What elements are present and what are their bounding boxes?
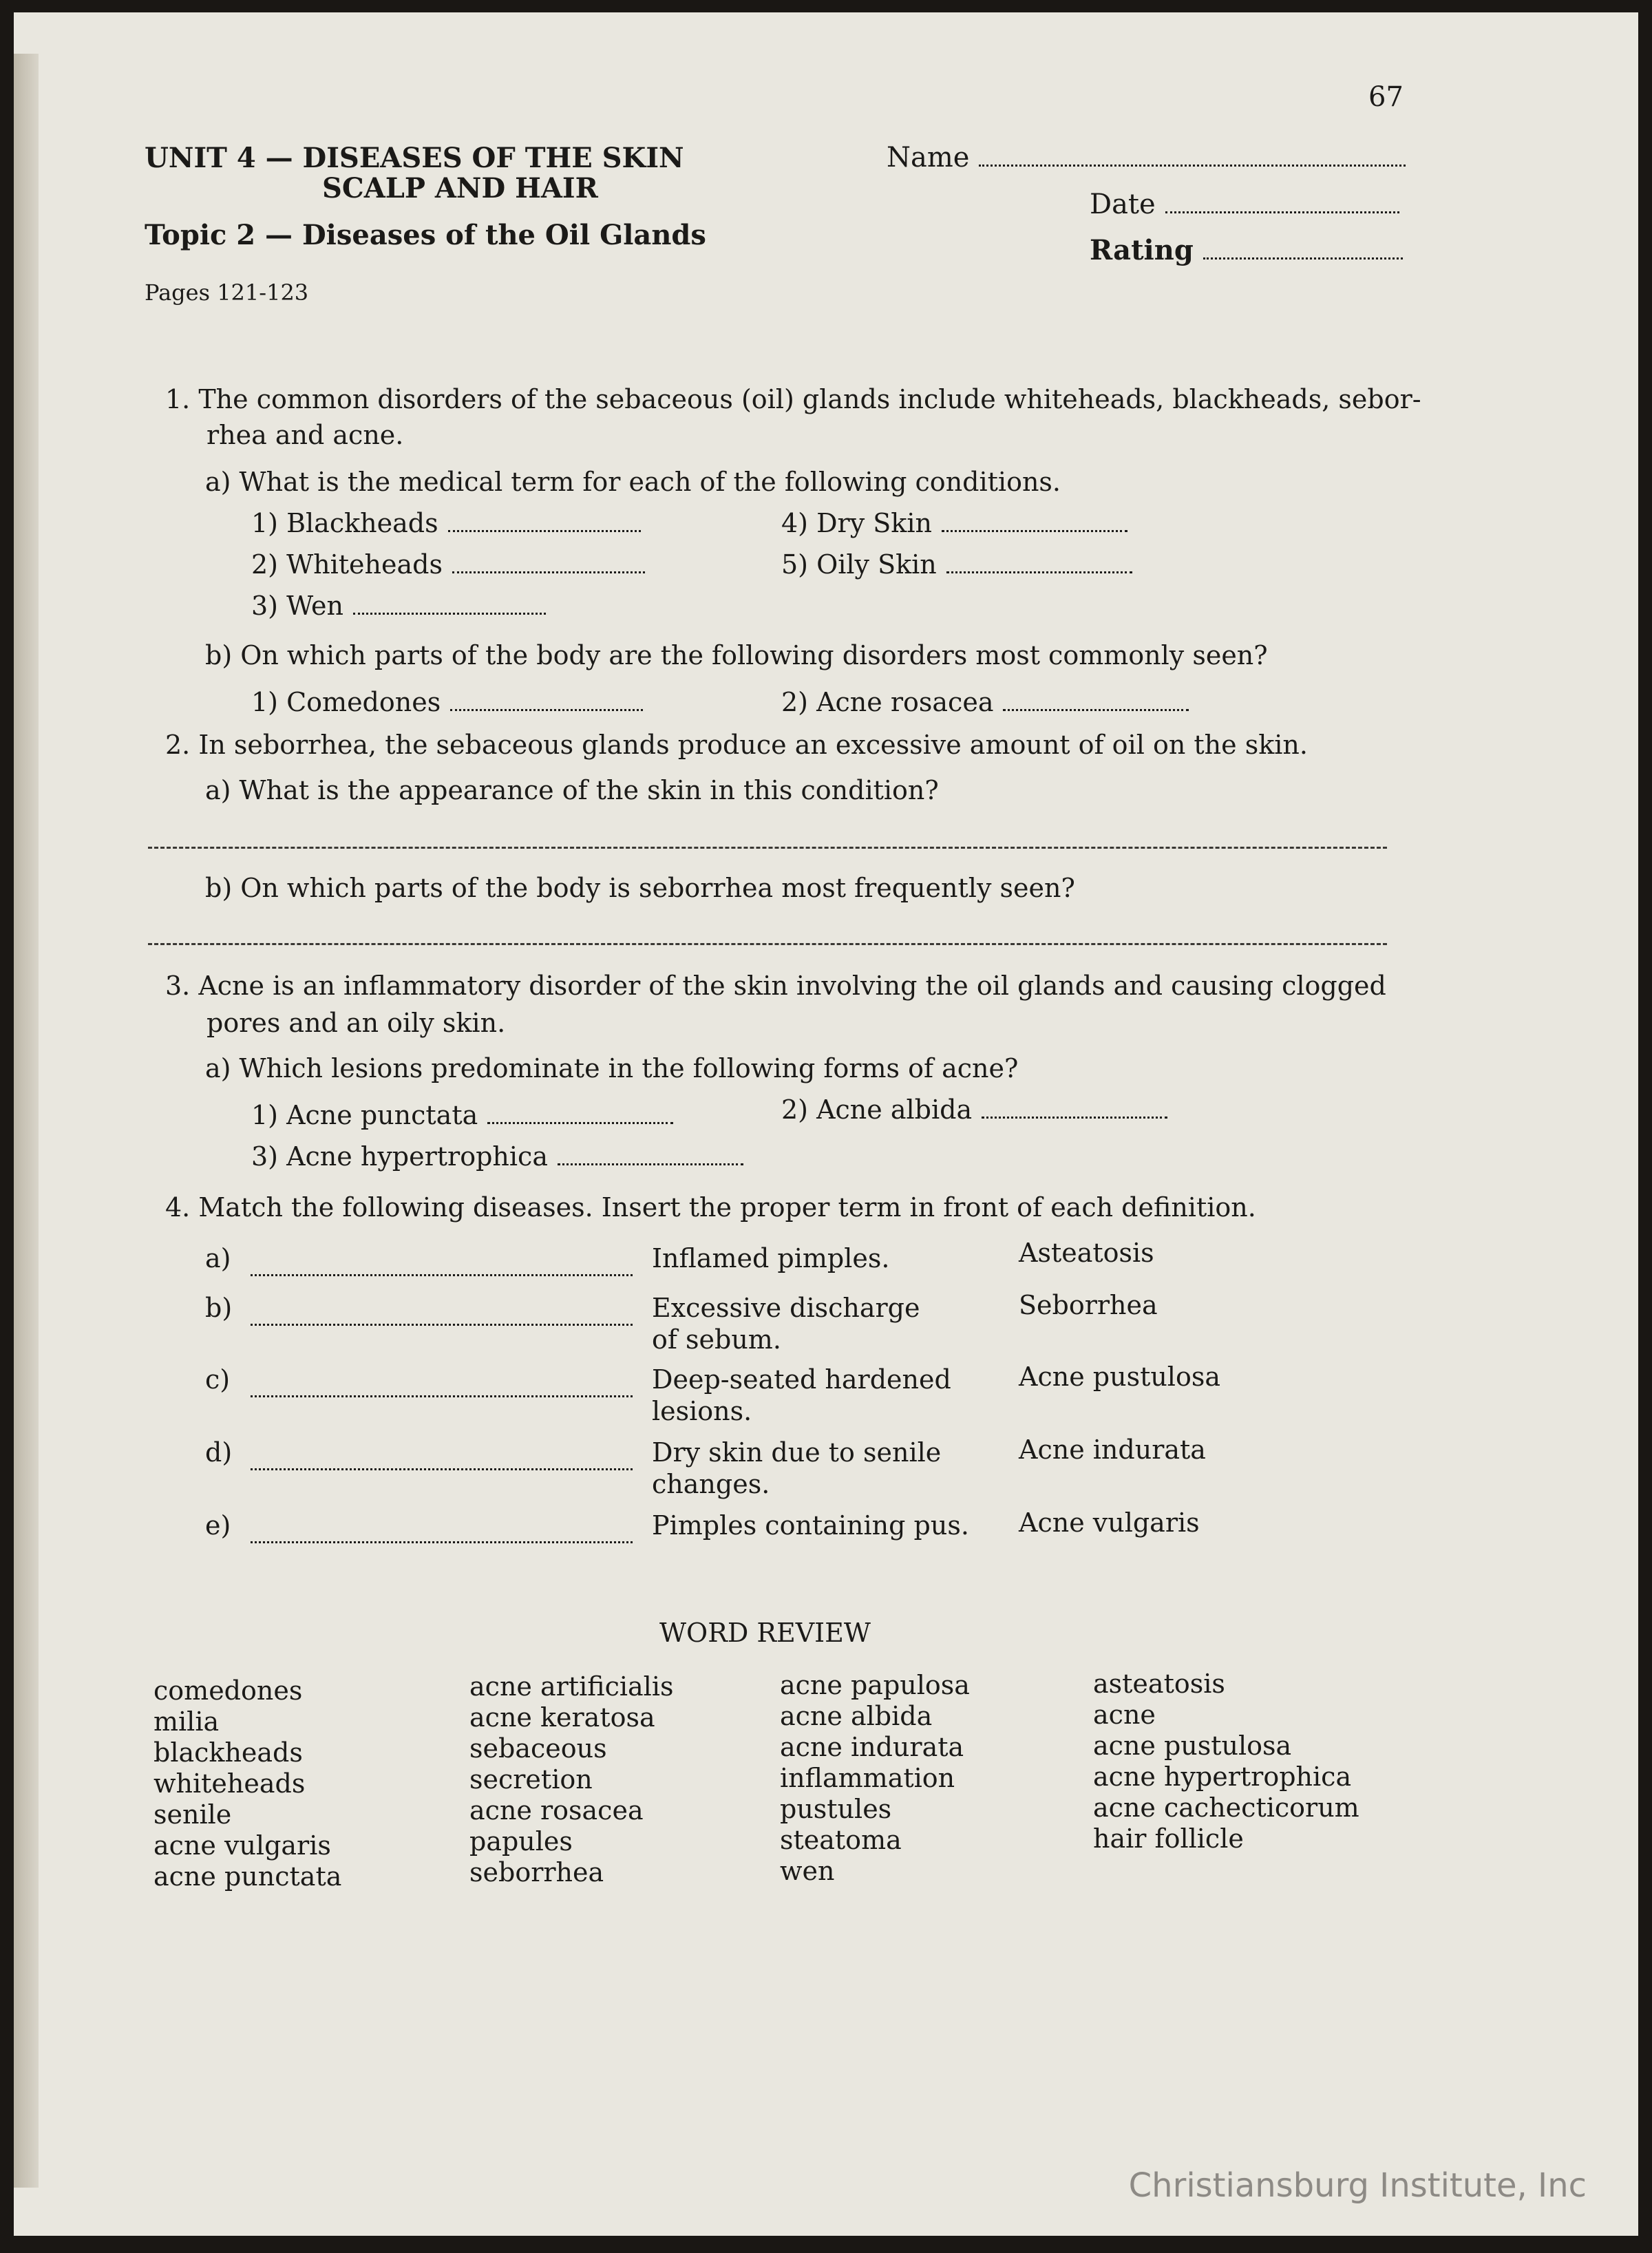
q1-a-item-1[interactable]: 1) Blackheads: [251, 508, 641, 538]
word-review-term: acne rosacea: [469, 1795, 644, 1826]
word-review-term: acne indurata: [780, 1732, 964, 1762]
word-review-term: acne albida: [780, 1701, 933, 1731]
page-number: 67: [1368, 81, 1404, 113]
worksheet-page: [14, 12, 1638, 2236]
name-label: Name: [887, 142, 970, 173]
word-review-term: acne punctata: [153, 1861, 342, 1892]
q4-row-term: Acne indurata: [1019, 1435, 1206, 1465]
q1-a-item-5[interactable]: 5) Oily Skin: [781, 549, 1132, 580]
q1-line2: rhea and acne.: [206, 420, 404, 450]
q1-a-item-3[interactable]: 3) Wen: [251, 591, 546, 621]
q1-a-item-4[interactable]: 4) Dry Skin: [781, 508, 1127, 538]
topic-title: Topic 2 — Diseases of the Oil Glands: [145, 219, 706, 251]
word-review-term: asteatosis: [1093, 1669, 1225, 1699]
q2-b-prompt: b) On which parts of the body is seborrhea most frequently seen?: [205, 873, 1075, 903]
word-review-term: acne artificialis: [469, 1671, 674, 1702]
q1-line1: 1. The common disorders of the sebaceous (oil) glands include whiteheads, blackheads, sebor-: [165, 384, 1421, 414]
q2-a-answer-line[interactable]: [148, 847, 1387, 849]
q4-row-blank[interactable]: [251, 1468, 633, 1470]
q4-row-blank[interactable]: [251, 1395, 633, 1397]
q3-line1: 3. Acne is an inflammatory disorder of the skin involving the oil glands and causing clogged: [165, 971, 1386, 1001]
q3-item-2[interactable]: 2) Acne albida: [781, 1094, 1167, 1125]
q3-a-prompt: a) Which lesions predominate in the following forms of acne?: [205, 1053, 1019, 1083]
word-review-term: acne cachecticorum: [1093, 1792, 1359, 1823]
word-review-term: wen: [780, 1856, 835, 1886]
watermark-text: Christiansburg Institute, Inc: [1128, 2166, 1587, 2205]
name-field[interactable]: [887, 142, 1406, 173]
q1-b-item-2[interactable]: 2) Acne rosacea: [781, 687, 1189, 717]
q1-b-item-1[interactable]: 1) Comedones: [251, 687, 643, 717]
word-review-col-1: [153, 1675, 341, 1892]
q4-row-definition-cont: of sebum.: [652, 1324, 781, 1355]
word-review-title: WORD REVIEW: [659, 1618, 871, 1648]
q3-item-3[interactable]: 3) Acne hypertrophica: [251, 1141, 743, 1172]
q4-row-blank[interactable]: [251, 1541, 633, 1543]
q3-item-1[interactable]: 1) Acne punctata: [251, 1100, 673, 1130]
q4-row-term: Asteatosis: [1019, 1238, 1154, 1268]
word-review-term: whiteheads: [153, 1768, 306, 1799]
q1-a-prompt: a) What is the medical term for each of the following conditions.: [205, 467, 1061, 497]
word-review-term: papules: [469, 1826, 573, 1857]
q4-row-definition: Dry skin due to senile: [652, 1437, 942, 1468]
q4-row-definition: Inflamed pimples.: [652, 1243, 890, 1273]
word-review-col-4: [1093, 1669, 1359, 1854]
word-review-term: acne vulgaris: [153, 1830, 331, 1861]
q4-row-letter: e): [205, 1510, 231, 1541]
word-review-col-2: [469, 1671, 673, 1888]
q4-row-blank[interactable]: [251, 1273, 633, 1276]
page-spine-shadow: [14, 54, 39, 2188]
q4-row-term: Seborrhea: [1019, 1290, 1158, 1320]
rating-field[interactable]: [1090, 234, 1403, 266]
date-field[interactable]: [1090, 189, 1399, 220]
q1-b-prompt: b) On which parts of the body are the following disorders most commonly seen?: [205, 640, 1268, 670]
q4-row-definition: Deep-seated hardened: [652, 1364, 951, 1395]
q4-row-definition-cont: changes.: [652, 1469, 770, 1499]
q1-a-item-2[interactable]: 2) Whiteheads: [251, 549, 645, 580]
q4-row-letter: c): [205, 1364, 231, 1395]
q3-line2: pores and an oily skin.: [206, 1008, 506, 1038]
q4-row-letter: a): [205, 1243, 231, 1273]
word-review-term: inflammation: [780, 1763, 955, 1793]
unit-title-line1: UNIT 4 — DISEASES OF THE SKIN: [145, 142, 684, 174]
q2-a-prompt: a) What is the appearance of the skin in this condition?: [205, 775, 939, 805]
q2-line1: 2. In seborrhea, the sebaceous glands produce an excessive amount of oil on the skin.: [165, 730, 1308, 760]
word-review-term: steatoma: [780, 1825, 902, 1855]
word-review-term: blackheads: [153, 1737, 303, 1768]
word-review-term: acne papulosa: [780, 1670, 970, 1700]
word-review-term: acne hypertrophica: [1093, 1762, 1352, 1792]
word-review-term: seborrhea: [469, 1857, 604, 1887]
q4-row-blank[interactable]: [251, 1323, 633, 1326]
q4-row-definition: Pimples containing pus.: [652, 1510, 969, 1541]
q4-line1: 4. Match the following diseases. Insert the proper term in front of each definition.: [165, 1192, 1256, 1223]
unit-title-line2: SCALP AND HAIR: [322, 172, 598, 204]
rating-label: Rating: [1090, 234, 1194, 266]
q4-row-term: Acne vulgaris: [1019, 1508, 1200, 1538]
q4-row-letter: d): [205, 1437, 233, 1468]
word-review-term: comedones: [153, 1675, 303, 1706]
word-review-term: acne keratosa: [469, 1702, 655, 1733]
word-review-term: secretion: [469, 1764, 593, 1795]
q4-row-letter: b): [205, 1293, 233, 1323]
date-label: Date: [1090, 189, 1156, 220]
word-review-term: senile: [153, 1799, 232, 1830]
q4-row-term: Acne pustulosa: [1019, 1362, 1220, 1392]
q2-b-answer-line[interactable]: [148, 943, 1387, 945]
word-review-term: sebaceous: [469, 1733, 607, 1764]
word-review-term: pustules: [780, 1794, 892, 1824]
pages-reference: Pages 121-123: [145, 279, 309, 306]
q4-row-definition-cont: lesions.: [652, 1396, 752, 1426]
word-review-term: milia: [153, 1706, 220, 1737]
word-review-col-3: [780, 1670, 970, 1887]
q4-row-definition: Excessive discharge: [652, 1293, 920, 1323]
word-review-term: acne: [1093, 1700, 1156, 1730]
word-review-term: acne pustulosa: [1093, 1731, 1292, 1761]
word-review-term: hair follicle: [1093, 1823, 1244, 1854]
